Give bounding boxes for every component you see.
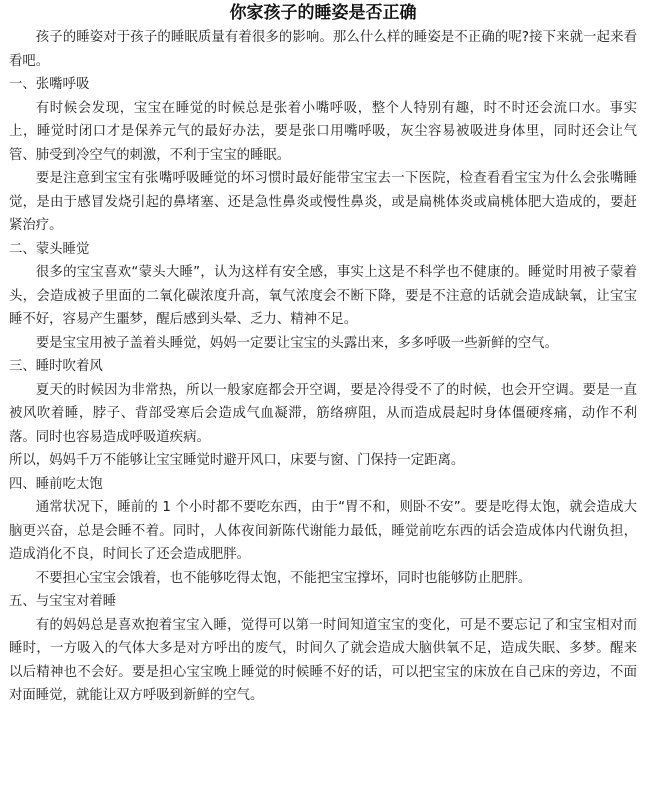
section-4-paragraph-1: 通常状况下，睡前的 1 个小时都不要吃东西，由于“胃不和，则卧不安”。要是吃得太饱，就会造成大脑更兴奋，总是会睡不着。同时，人体夜间新陈代谢能力最低，睡觉前吃东西的话会造成体内代谢负担，造成消化不良，时间长了还会造成肥胖。 (9, 500, 637, 562)
section-5-paragraph-1: 有的妈妈总是喜欢抱着宝宝入睡，觉得可以第一时间知道宝宝的变化，可是不要忘记了和宝宝相对而睡时，一方吸入的气体大多是对方呼出的废气，时间久了就会造成大脑供氧不足，造成失眠、多梦。醒来以后精神也不会好。要是担心宝宝晚上睡觉的时候睡不好的话，可以把宝宝的床放在自己床的旁边，不面对面睡觉，就能让双方呼吸到新鲜的空气。 (9, 617, 637, 703)
section-3-paragraph-1: 夏天的时候因为非常热，所以一般家庭都会开空调，要是冷得受不了的时候，也会开空调。要是一直被风吹着睡，脖子、背部受寒后会造成气血凝滞，筋络痹阻，从而造成晨起时身体僵硬疼痛，动作不利落。同时也容易造成呼吸道疾病。 (9, 382, 637, 445)
section-heading-covered-head: 二、蒙头睡觉 (9, 241, 90, 257)
section-1-paragraph-1: 有时候会发现，宝宝在睡觉的时候总是张着小嘴呼吸，整个人特别有趣，时不时还会流口水。事实上，睡觉时闭口才是保养元气的最好办法，要是张口用嘴呼吸，灰尘容易被吸进身体里，同时还会让气管、肺受到冷空气的刺激，不利于宝宝的睡眠。 (9, 100, 637, 163)
section-3-closing: 所以，妈妈千万不能够让宝宝睡觉时避开风口，床要与窗、门保持一定距离。 (9, 453, 465, 468)
intro-paragraph: 孩子的睡姿对于孩子的睡眠质量有着很多的影响。那么什么样的睡姿是不正确的呢?接下来就一起来看看吧。 (9, 30, 637, 69)
section-1-paragraph-2: 要是注意到宝宝有张嘴呼吸睡觉的坏习惯时最好能带宝宝去一下医院，检查看看宝宝为什么会张嘴睡觉，是由于感冒发烧引起的鼻堵塞、还是急性鼻炎或慢性鼻炎，或是扁桃体炎或扁桃体肥大造成的，要赶紧治疗。 (9, 171, 637, 233)
section-2-paragraph-2: 要是宝宝用被子盖着头睡觉，妈妈一定要让宝宝的头露出来，多多呼吸一些新鲜的空气。 (35, 335, 559, 351)
document-title: 你家孩子的睡姿是否正确 (229, 3, 417, 23)
document (9, 0, 637, 708)
section-heading-wind-while-sleeping: 三、睡时吹着风 (9, 359, 103, 374)
section-heading-face-to-face: 五、与宝宝对着睡 (9, 594, 117, 609)
section-heading-open-mouth-breathing: 一、张嘴呼吸 (9, 77, 90, 92)
section-heading-overeating: 四、睡前吃太饱 (9, 476, 103, 492)
section-2-paragraph-1: 很多的宝宝喜欢“蒙头大睡”，认为这样有安全感，事实上这是不科学也不健康的。睡觉时用被子蒙着头，会造成被子里面的二氧化碳浓度升高，氧气浓度会不断下降，要是不注意的话就会造成缺氧，让宝宝睡不好，容易产生噩梦，醒后感到头晕、乏力、精神不足。 (9, 265, 637, 327)
section-4-paragraph-2: 不要担心宝宝会饿着，也不能够吃得太饱，不能把宝宝撑坏，同时也能够防止肥胖。 (35, 570, 532, 586)
